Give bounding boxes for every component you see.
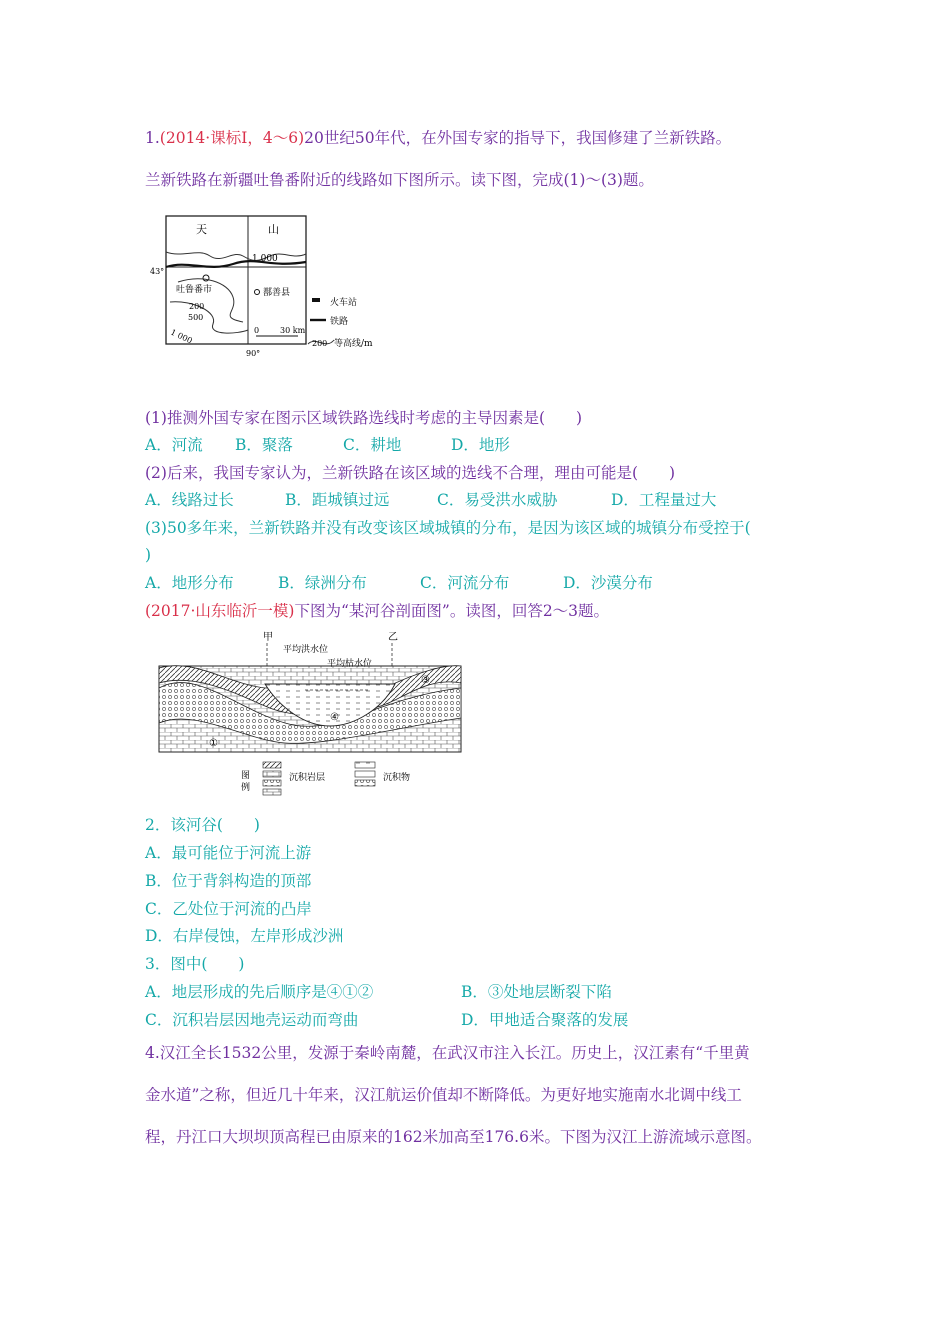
legend-sediment: 沉积物: [383, 773, 411, 783]
legend-railway: 铁路: [330, 317, 349, 327]
q1-number: 1.: [145, 129, 160, 147]
option-a[interactable]: A．地形分布: [145, 574, 234, 592]
option-a[interactable]: A．线路过长: [145, 491, 234, 509]
q1-sub1-question: (1)推测外国专家在图示区域铁路选线时考虑的主导因素是( ): [145, 409, 583, 427]
q4-line3: 程，丹江口大坝坝顶高程已由原来的162米加高至176.6米。下图为汉江上游流域示意图。: [145, 1128, 762, 1146]
q23-intro-text: 下图为“某河谷剖面图”。读图，回答2～3题。: [294, 602, 610, 620]
map-contour-200: 200: [189, 302, 205, 311]
q2-question: 2．该河谷( ): [145, 816, 260, 834]
option-b[interactable]: B．距城镇过远: [285, 491, 390, 509]
map-contour-1000b: 1 000: [169, 327, 194, 346]
map-scale-label: 30 km: [280, 326, 306, 335]
map-label-shan: 山: [268, 223, 279, 236]
station-legend-icon: [312, 298, 320, 302]
map-label-tian: 天: [196, 223, 207, 236]
legend-sediment-swatch-3: [355, 780, 375, 786]
option-c[interactable]: C．耕地: [343, 436, 402, 454]
q23-intro: [145, 601, 609, 621]
q3-option-a[interactable]: A．地层形成的先后顺序是④①②: [145, 983, 374, 1001]
q2-option-b[interactable]: B．位于背斜构造的顶部: [145, 872, 312, 890]
map-scale-0: 0: [254, 326, 260, 335]
legend-dots-swatch: [263, 780, 281, 786]
valley-label-jia: 甲: [263, 632, 273, 643]
map-contour-1000: 1 000: [252, 254, 278, 264]
option-a[interactable]: A．河流: [145, 436, 203, 454]
option-d[interactable]: D．地形: [451, 436, 510, 454]
legend-brick-swatch: [263, 771, 281, 777]
map-city-shanshan: 鄯善县: [263, 288, 291, 298]
q1-source: (2014·课标Ⅰ，4～6): [159, 129, 305, 147]
legend-contour-sym: 200: [312, 339, 328, 348]
q4-line2: 金水道”之称，但近几十年来，汉江航运价值却不断降低。为更好地实施南水北调中线工: [145, 1086, 742, 1104]
legend-title-2: 例: [241, 783, 251, 793]
q2-option-d[interactable]: D．右岸侵蚀，左岸形成沙洲: [145, 927, 344, 945]
turpan-railway-map: [148, 212, 398, 362]
q1-sub3-question-line2: ): [145, 546, 152, 564]
valley-marker-3: ③: [421, 675, 430, 686]
q3-question: 3．图中( ): [145, 955, 245, 973]
legend-hatch-swatch: [263, 762, 281, 768]
map-lat: 43°: [150, 267, 165, 276]
q1-stem-text: 20世纪50年代，在外国专家的指导下，我国修建了兰新铁路。: [304, 129, 732, 147]
legend-brick2-swatch: [263, 789, 281, 795]
map-city-turpan: 吐鲁番市: [176, 285, 213, 295]
valley-dry-level: 平均枯水位: [327, 659, 373, 669]
contour-1000-line: [166, 252, 306, 261]
valley-label-yi: 乙: [388, 632, 398, 643]
option-c[interactable]: C．河流分布: [420, 574, 510, 592]
q3-option-d[interactable]: D．甲地适合聚落的发展: [461, 1011, 629, 1029]
legend-sedimentary-rock: 沉积岩层: [289, 773, 326, 783]
option-b[interactable]: B．聚落: [235, 436, 293, 454]
q1-stem-line2: 兰新铁路在新疆吐鲁番附近的线路如下图所示。读下图，完成(1)～(3)题。: [145, 171, 654, 189]
q3-option-c[interactable]: C．沉积岩层因地壳运动而弯曲: [145, 1011, 359, 1029]
q4-line1: 4.汉江全长1532公里，发源于秦岭南麓，在武汉市注入长江。历史上，汉江素有“千里黄: [145, 1044, 750, 1062]
option-b[interactable]: B．绿洲分布: [278, 574, 367, 592]
map-lon: 90°: [246, 349, 261, 358]
valley-flood-level: 平均洪水位: [283, 645, 329, 655]
q3-option-b[interactable]: B．③处地层断裂下陷: [461, 983, 612, 1001]
contour-500-line: [170, 302, 248, 333]
legend-title-1: 图: [241, 771, 251, 781]
option-c[interactable]: C．易受洪水威胁: [437, 491, 558, 509]
map-contour-500: 500: [188, 313, 204, 322]
q1-sub2-question: (2)后来，我国专家认为，兰新铁路在该区域的选线不合理，理由可能是( ): [145, 464, 676, 482]
legend-station: 火车站: [330, 298, 358, 308]
legend-sediment-swatch-1: [355, 762, 375, 768]
legend-sediment-swatch-2: [355, 771, 375, 777]
river-valley-profile: [155, 628, 465, 800]
q1-stem-line1: [145, 128, 731, 148]
q23-source: (2017·山东临沂一模): [145, 602, 295, 620]
option-d[interactable]: D．沙漠分布: [563, 574, 653, 592]
option-d[interactable]: D．工程量过大: [611, 491, 717, 509]
shanshan-city-marker: [255, 290, 260, 295]
valley-marker-1: ①: [209, 738, 218, 749]
legend-contour: 等高线/m: [334, 339, 373, 349]
q2-option-c[interactable]: C．乙处位于河流的凸岸: [145, 900, 312, 918]
q2-option-a[interactable]: A．最可能位于河流上游: [145, 844, 312, 862]
railway-line: [166, 261, 306, 267]
q1-sub3-question-line1: (3)50多年来，兰新铁路并没有改变该区域城镇的分布，是因为该区域的城镇分布受控于(: [145, 519, 751, 537]
valley-marker-4: ④: [330, 712, 339, 723]
